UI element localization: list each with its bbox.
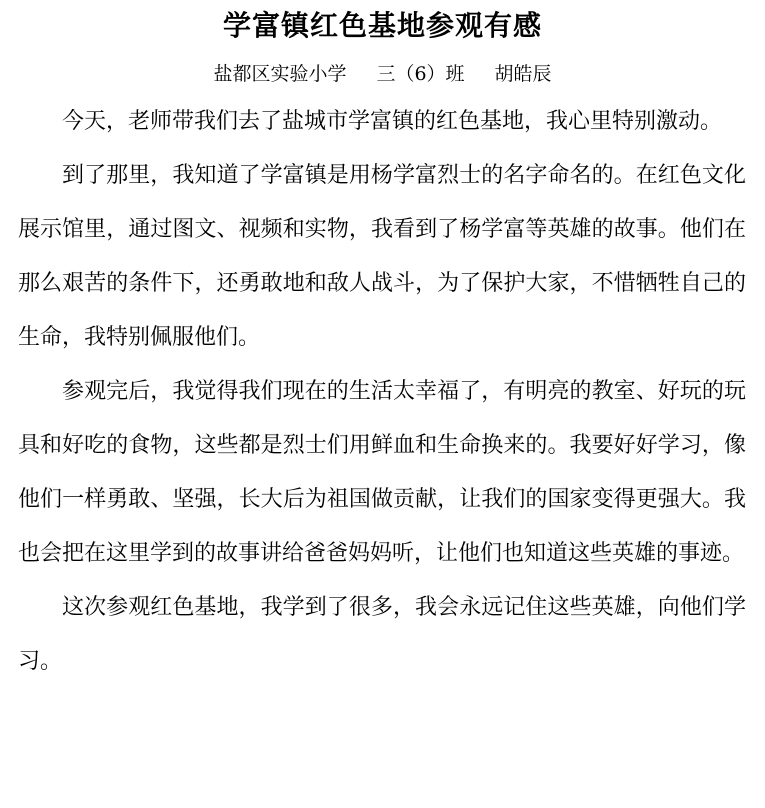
essay-body	[18, 95, 746, 689]
paragraph-3: 参观完后，我觉得我们现在的生活太幸福了，有明亮的教室、好玩的玩具和好吃的食物，这些都是烈士们用鲜血和生命换来的。我要好好学习，像他们一样勇敢、坚强，长大后为祖国做贡献，让我们的国家变得更强大。我也会把在这里学到的故事讲给爸爸妈妈听，让他们也知道这些英雄的事迹。	[18, 379, 746, 566]
school-name: 盐都区实验小学	[213, 63, 347, 85]
byline	[0, 60, 765, 88]
author-name: 胡皓辰	[494, 63, 552, 85]
paragraph-1: 今天，老师带我们去了盐城市学富镇的红色基地，我心里特别激动。	[62, 109, 723, 134]
paragraph-2: 到了那里，我知道了学富镇是用杨学富烈士的名字命名的。在红色文化展示馆里，通过图文、视频和实物，我看到了杨学富等英雄的故事。他们在那么艰苦的条件下，还勇敢地和敌人战斗，为了保护大家，不惜牺牲自己的生命，我特别佩服他们。	[18, 163, 746, 350]
class-name: 三（6）班	[376, 63, 465, 85]
paragraph-4: 这次参观红色基地，我学到了很多，我会永远记住这些英雄，向他们学习。	[18, 595, 746, 674]
essay-title: 学富镇红色基地参观有感	[222, 9, 542, 42]
